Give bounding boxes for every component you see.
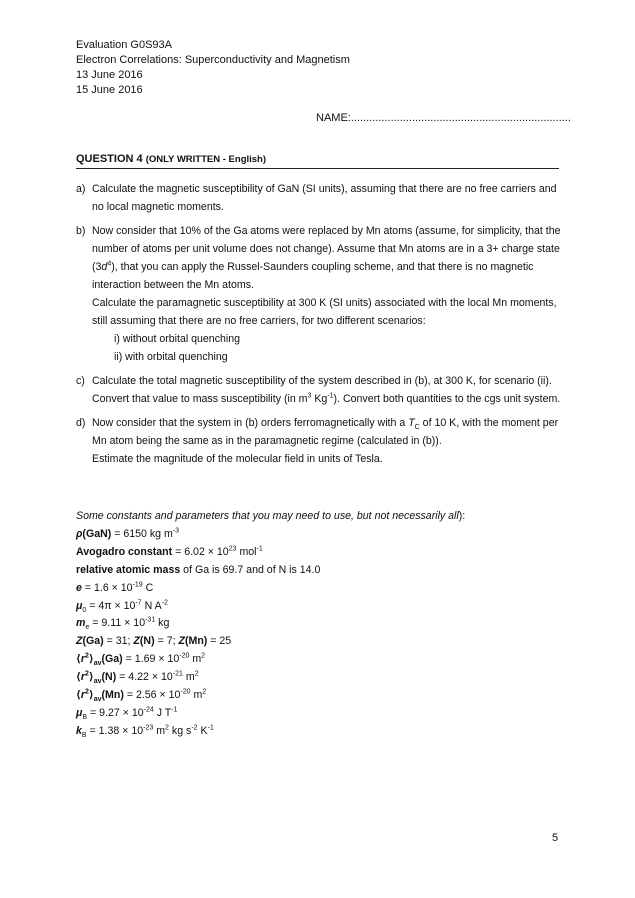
item-label: c) [76,375,85,387]
constants-intro: Some constants and parameters that you may need to use, but not necessarily all): [76,510,466,522]
const-r2-n: $⟨r^2⟩_{av}(N) = 4.22 \times 10^{-21}$ $m^2$ [76,670,199,686]
item-label: b) [76,225,86,237]
item-text: Calculate the total magnetic susceptibility of the system described in (b), at 300 K, for scenario (ii). Convert that value to mass susceptibility (in $m^3$ $Kg^{-1}$). Convert both quantities to the cgs unit system. [92,375,561,405]
exam-date-1: 13 June 2016 [76,69,143,81]
question-item-a [76,180,562,216]
const-atomic-numbers: Z(Ga) = 31; Z(N) = 7; Z(Mn) = 25 [76,635,232,648]
question-item-b [76,222,562,366]
const-avogadro: Avogadro constant = $6.02 \times 10^{23}$ mol$^{-1}$ [76,545,263,558]
item-text: Now consider that 10% of the Ga atoms were replaced by Mn atoms (assume, for simplicity, that the number of atoms per unit volume does not change). Assume that Mn atoms are in a 3+ charge state $(3d^4)$, that you can apply the Russel-Saunders coupling scheme, and that there is no magnetic interaction between the Mn atoms. [92,225,561,291]
page-number: 5 [552,832,559,844]
scenario-2: ii) with orbital quenching [114,351,228,363]
const-electron-mass: $m_e = 9.11 \times 10^{-31}$ kg [76,616,170,632]
const-density: ρ(GaN) = 6150 kg $m^{-3}$ [76,527,180,540]
item-label: a) [76,183,86,195]
const-boltzmann: $k_B = 1.38 \times 10^{-23}$ $m^2$ kg $s^{-2}$ $K^{-1}$ [76,724,214,739]
const-electron-charge: $e = 1.6 \times 10^{-19}$ C [76,581,154,594]
question-item-d [76,414,562,468]
constants-list [76,508,562,741]
item-label: d) [76,417,86,429]
const-bohr-magneton: $\mu_B = 9.27 \times 10^{-24}$ J $T^{-1}$ [76,706,178,722]
item-text-2: Estimate the magnitude of the molecular field in units of Tesla. [92,453,383,465]
name-field[interactable]: NAME:........................................................................ [316,112,571,124]
item-text-2: Calculate the paramagnetic susceptibility at 300 K (SI units) associated with the local Mn moments, still assuming that there are no free carriers, for two different scenarios: [92,297,557,327]
question-item-c [76,372,562,408]
const-r2-ga: $⟨r^2⟩_{av}(Ga) = 1.69 \times 10^{-20}$ $m^2$ [76,652,206,668]
course-title: Electron Correlations: Superconductivity and Magnetism [76,54,350,66]
exam-date-2: 15 June 2016 [76,84,143,96]
course-code: Evaluation G0S93A [76,39,173,51]
question-number: QUESTION 4 [76,153,143,165]
item-text: Calculate the magnetic susceptibility of GaN (SI units), assuming that there are no free carriers and no local magnetic moments. [92,183,557,213]
question-title [76,153,266,165]
const-r2-mn: $⟨r^2⟩_{av}(Mn) = 2.56 \times 10^{-20}$ $m^2$ [76,688,207,704]
const-mu0: $\mu_0 = 4\pi \times 10^{-7}$ N $A^{-2}$ [76,599,168,614]
question-items [76,180,562,474]
question-subtitle: (ONLY WRITTEN - English) [145,154,267,165]
const-atomic-mass: relative atomic mass of Ga is 69.7 and of N is 14.0 [76,563,321,576]
scenario-1: i) without orbital quenching [114,333,241,345]
item-text: Now consider that the system in (b) orders ferromagnetically with a $T_C$ of 10 K, with the moment per Mn atom being the same as in the paramagnetic regime (calculated in (b)). [92,417,559,447]
document-header [76,38,350,98]
title-underline [76,168,559,169]
